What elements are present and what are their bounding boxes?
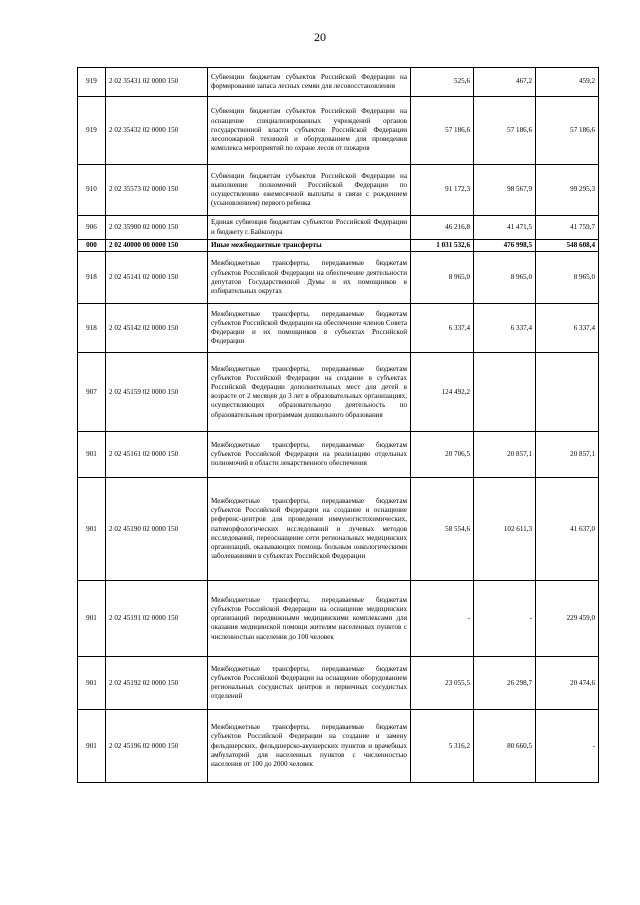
classification-code-cell: 2 02 45142 02 0000 150 bbox=[106, 304, 208, 353]
table-row bbox=[78, 252, 599, 304]
classification-code-cell: 2 02 35900 02 0000 150 bbox=[106, 216, 208, 240]
admin-code-cell: 918 bbox=[78, 304, 106, 353]
amount-year-1-cell: 6 337,4 bbox=[411, 304, 474, 353]
amount-year-2-cell: 467,2 bbox=[474, 68, 536, 97]
budget-table-body bbox=[78, 68, 599, 783]
classification-code-cell: 2 02 45159 02 0000 150 bbox=[106, 353, 208, 432]
table-row bbox=[78, 710, 599, 783]
amount-year-3-cell: 57 186,6 bbox=[536, 97, 599, 165]
revenue-name-cell: Единая субвенция бюджетам субъектов Российской Федерации и бюджету г. Байконура bbox=[208, 216, 411, 240]
classification-code-cell: 2 02 45161 02 0000 150 bbox=[106, 432, 208, 478]
classification-code-cell: 2 02 40000 00 0000 150 bbox=[106, 240, 208, 252]
admin-code-cell: 919 bbox=[78, 97, 106, 165]
classification-code-cell: 2 02 45190 02 0000 150 bbox=[106, 478, 208, 581]
revenue-name-cell: Межбюджетные трансферты, передаваемые бюджетам субъектов Российской Федерации на обеспечение деятельности депутатов Государственной Думы и их помощников в избирательных округах bbox=[208, 252, 411, 304]
amount-year-3-cell: 8 965,0 bbox=[536, 252, 599, 304]
amount-year-3-cell: 6 337,4 bbox=[536, 304, 599, 353]
admin-code-cell: 906 bbox=[78, 216, 106, 240]
amount-year-2-cell: - bbox=[474, 581, 536, 657]
amount-year-1-cell: 5 316,2 bbox=[411, 710, 474, 783]
amount-year-2-cell: 57 186,6 bbox=[474, 97, 536, 165]
amount-year-1-cell: 23 055,5 bbox=[411, 657, 474, 710]
amount-year-2-cell: 98 567,9 bbox=[474, 165, 536, 216]
revenue-name-cell: Межбюджетные трансферты, передаваемые бюджетам субъектов Российской Федерации на оснащение медицинских организаций передвижными медицинскими комплексами для оказания медицинской помощи жителям населенных пунктов с численностью населения до 100 человек bbox=[208, 581, 411, 657]
amount-year-3-cell: 99 295,3 bbox=[536, 165, 599, 216]
amount-year-3-cell bbox=[536, 353, 599, 432]
amount-year-2-cell: 41 471,5 bbox=[474, 216, 536, 240]
amount-year-2-cell: 26 298,7 bbox=[474, 657, 536, 710]
classification-code-cell: 2 02 35432 02 0000 150 bbox=[106, 97, 208, 165]
revenue-name-cell: Межбюджетные трансферты, передаваемые бюджетам субъектов Российской Федерации на реализацию отдельных полномочий в области лекарственного обеспечения bbox=[208, 432, 411, 478]
admin-code-cell: 919 bbox=[78, 68, 106, 97]
classification-code-cell: 2 02 45192 02 0000 150 bbox=[106, 657, 208, 710]
amount-year-1-cell: 525,6 bbox=[411, 68, 474, 97]
admin-code-cell: 901 bbox=[78, 478, 106, 581]
table-row bbox=[78, 240, 599, 252]
amount-year-1-cell: 57 186,6 bbox=[411, 97, 474, 165]
amount-year-1-cell: 20 706,5 bbox=[411, 432, 474, 478]
amount-year-3-cell: 459,2 bbox=[536, 68, 599, 97]
amount-year-1-cell: 1 031 532,6 bbox=[411, 240, 474, 252]
revenue-name-cell: Межбюджетные трансферты, передаваемые бюджетам субъектов Российской Федерации на создание и замену фельдшерских, фельдшерско-акушерских пунктов и врачебных амбулаторий для населенных пунктов с численностью населения от 100 до 2000 человек bbox=[208, 710, 411, 783]
revenue-name-cell: Межбюджетные трансферты, передаваемые бюджетам субъектов Российской Федерации на создание в субъектах Российской Федерации дополнительных мест для детей в возрасте от 2 месяцев до 3 лет в образовательных организациях, осуществляющих образовательную деятельность по образовательным программам дошкольного образования bbox=[208, 353, 411, 432]
amount-year-3-cell: 41 759,7 bbox=[536, 216, 599, 240]
revenue-name-cell: Межбюджетные трансферты, передаваемые бюджетам субъектов Российской Федерации на создание и оснащение референс-центров для проведения иммуногистохимических, патоморфологических исследований и лучевых методов исследований, переоснащение сети региональных медицинских организаций, оказывающих помощь больным онкологическими заболеваниями в субъектах Российской Федерации bbox=[208, 478, 411, 581]
amount-year-2-cell: 6 337,4 bbox=[474, 304, 536, 353]
amount-year-1-cell: 124 492,2 bbox=[411, 353, 474, 432]
amount-year-3-cell: - bbox=[536, 710, 599, 783]
classification-code-cell: 2 02 45191 02 0000 150 bbox=[106, 581, 208, 657]
classification-code-cell: 2 02 35573 02 0000 150 bbox=[106, 165, 208, 216]
table-row bbox=[78, 165, 599, 216]
table-row bbox=[78, 353, 599, 432]
admin-code-cell: 910 bbox=[78, 165, 106, 216]
table-row bbox=[78, 97, 599, 165]
amount-year-2-cell: 20 857,1 bbox=[474, 432, 536, 478]
revenue-name-cell: Иные межбюджетные трансферты bbox=[208, 240, 411, 252]
admin-code-cell: 907 bbox=[78, 353, 106, 432]
classification-code-cell: 2 02 45141 02 0000 150 bbox=[106, 252, 208, 304]
page-number: 20 bbox=[314, 30, 326, 44]
amount-year-2-cell bbox=[474, 353, 536, 432]
table-row bbox=[78, 478, 599, 581]
table-row bbox=[78, 304, 599, 353]
table-row bbox=[78, 68, 599, 97]
amount-year-1-cell: 46 216,8 bbox=[411, 216, 474, 240]
classification-code-cell: 2 02 45196 02 0000 150 bbox=[106, 710, 208, 783]
table-row bbox=[78, 657, 599, 710]
revenue-name-cell: Субвенции бюджетам субъектов Российской Федерации на оснащение специализированных учреждений органов государственной власти субъектов Российской Федерации лесопожарной техникой и оборудованием для проведения комплекса мероприятий по охране лесов от пожаров bbox=[208, 97, 411, 165]
amount-year-2-cell: 102 611,3 bbox=[474, 478, 536, 581]
table-row bbox=[78, 216, 599, 240]
revenue-name-cell: Межбюджетные трансферты, передаваемые бюджетам субъектов Российской Федерации на оснащение оборудованием региональных сосудистых центров и первичных сосудистых отделений bbox=[208, 657, 411, 710]
table-row bbox=[78, 581, 599, 657]
table-row bbox=[78, 432, 599, 478]
amount-year-1-cell: 8 965,0 bbox=[411, 252, 474, 304]
revenue-name-cell: Субвенции бюджетам субъектов Российской Федерации на формирование запаса лесных семян для лесовосстановления bbox=[208, 68, 411, 97]
amount-year-3-cell: 41 637,0 bbox=[536, 478, 599, 581]
amount-year-3-cell: 20 474,6 bbox=[536, 657, 599, 710]
admin-code-cell: 000 bbox=[78, 240, 106, 252]
amount-year-2-cell: 8 965,0 bbox=[474, 252, 536, 304]
amount-year-3-cell: 229 459,0 bbox=[536, 581, 599, 657]
budget-table bbox=[77, 67, 599, 783]
amount-year-3-cell: 20 857,1 bbox=[536, 432, 599, 478]
admin-code-cell: 918 bbox=[78, 252, 106, 304]
admin-code-cell: 901 bbox=[78, 432, 106, 478]
amount-year-2-cell: 476 998,5 bbox=[474, 240, 536, 252]
classification-code-cell: 2 02 35431 02 0000 150 bbox=[106, 68, 208, 97]
admin-code-cell: 901 bbox=[78, 657, 106, 710]
amount-year-1-cell: 58 554,6 bbox=[411, 478, 474, 581]
amount-year-1-cell: - bbox=[411, 581, 474, 657]
amount-year-2-cell: 80 660,5 bbox=[474, 710, 536, 783]
amount-year-3-cell: 548 608,4 bbox=[536, 240, 599, 252]
revenue-name-cell: Субвенции бюджетам субъектов Российской Федерации на выполнение полномочий Российской Федерации по осуществлению ежемесячной выплаты в связи с рождением (усыновлением) первого ребенка bbox=[208, 165, 411, 216]
amount-year-1-cell: 91 172,3 bbox=[411, 165, 474, 216]
revenue-name-cell: Межбюджетные трансферты, передаваемые бюджетам субъектов Российской Федерации на обеспечение членов Совета Федерации и их помощников в субъектах Российской Федерации bbox=[208, 304, 411, 353]
admin-code-cell: 901 bbox=[78, 581, 106, 657]
admin-code-cell: 901 bbox=[78, 710, 106, 783]
